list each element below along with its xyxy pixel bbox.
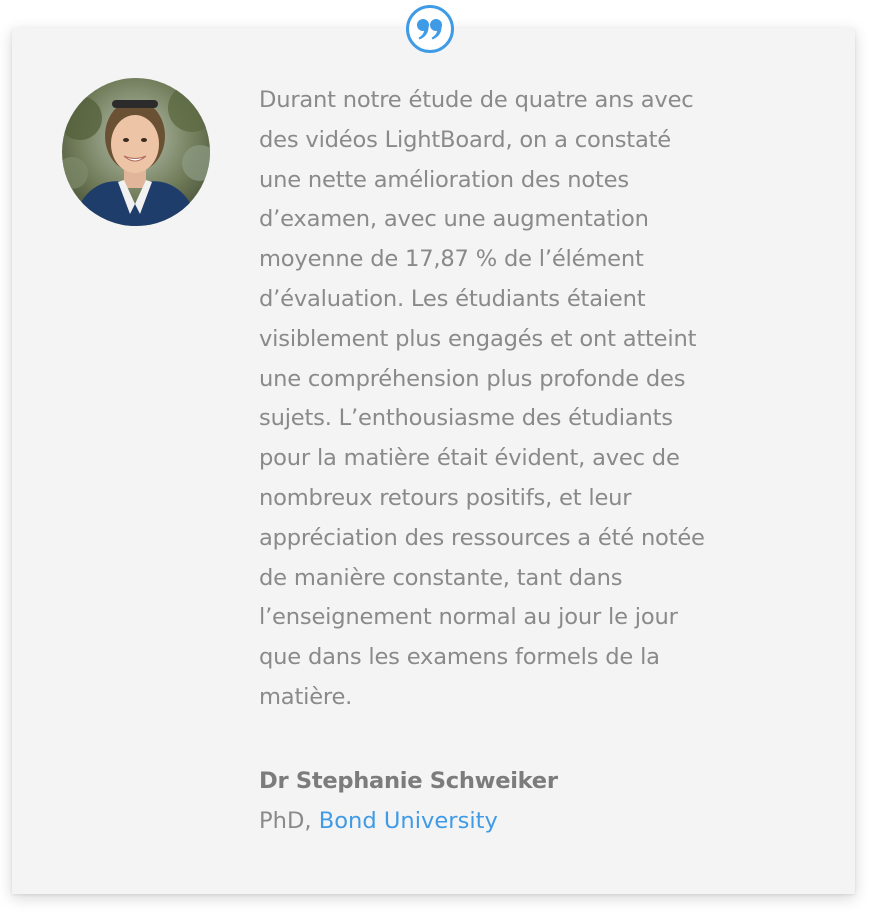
author-degree: PhD, [259,808,319,834]
author-name: Dr Stephanie Schweiker [259,768,558,794]
testimonial-text: Durant notre étude de quatre ans avec des vidéos LightBoard, on a constaté une nette amélioration des notes d’examen, avec une augmentation moyenne de 17,87 % de l’élément d’évaluation. Les étudiants étaient visiblement plus engagés et ont atteint une compréhension plus profonde des sujets. L’enthousiasme des étudiants pour la matière était évident, avec de nombreux retours positifs, et leur appréciation des ressources a été notée de manière constante, tant dans l’enseignement normal au jour le jour que dans les examens formels de la matière. [259,87,705,710]
quote-icon [415,16,445,42]
author-affiliation [259,808,498,834]
avatar [62,78,210,226]
quote-badge [406,5,454,53]
institution-link[interactable]: Bond University [318,808,498,834]
